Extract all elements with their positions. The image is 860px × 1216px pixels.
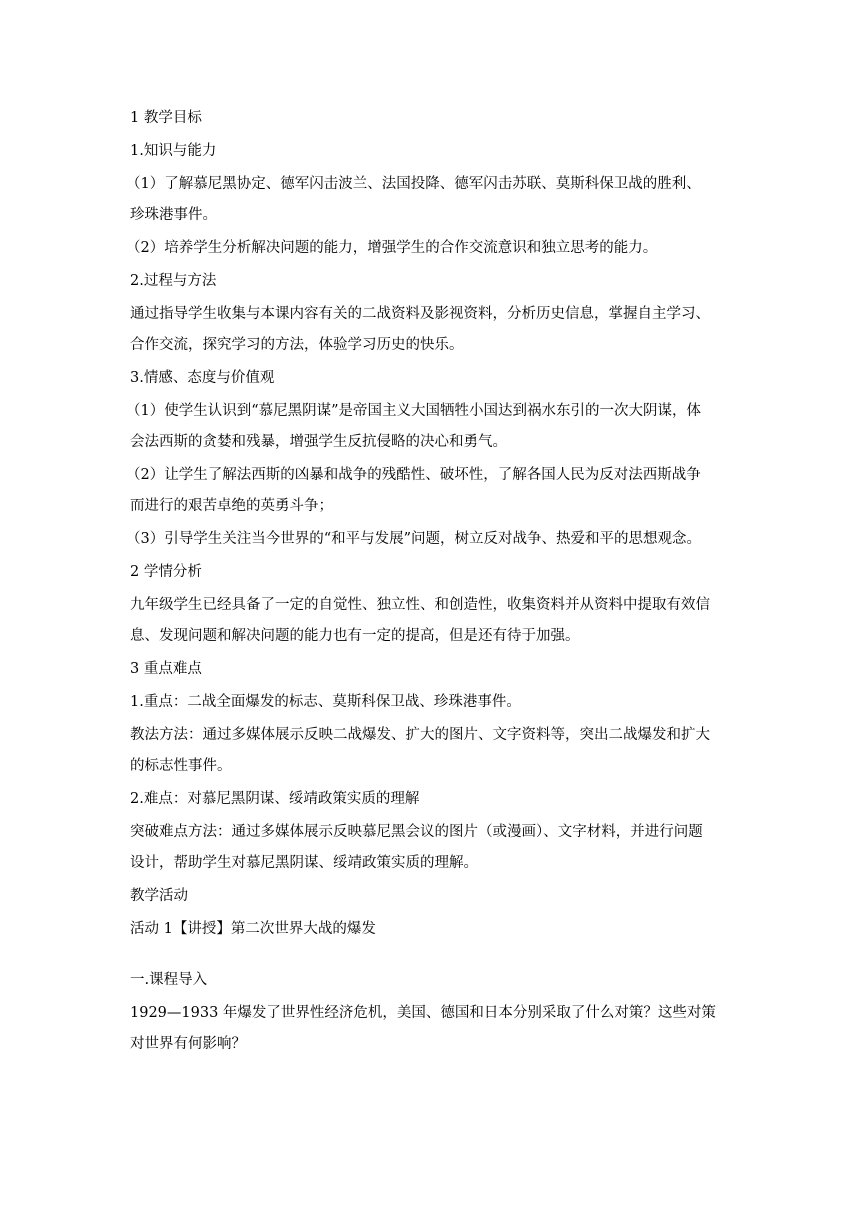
paragraph-line: 合作交流，探究学习的方法，体验学习历史的快乐。 [130,337,464,353]
paragraph-line: 通过指导学生收集与本课内容有关的二战资料及影视资料，分析历史信息，掌握自主学习、 [130,306,710,322]
paragraph-line: （2）培养学生分析解决问题的能力，增强学生的合作交流意识和独立思考的能力。 [126,240,658,256]
paragraph-line: 九年级学生已经具备了一定的自觉性、独立性、和创造性，收集资料并从资料中提取有效信 [130,597,710,613]
paragraph-line: 对世界有何影响？ [130,1036,246,1052]
paragraph-line: 息、发现问题和解决问题的能力也有一定的提高，但是还有待于加强。 [130,628,580,644]
paragraph-line: 1.重点：二战全面爆发的标志、莫斯科保卫战、珍珠港事件。 [130,694,521,710]
heading-student-analysis: 2 学情分析 [130,564,202,580]
paragraph-line: 设计，帮助学生对慕尼黑阴谋、绥靖政策实质的理解。 [130,855,478,871]
heading-course-intro: 一.课程导入 [130,972,208,988]
heading-activity-1: 活动 1【讲授】第二次世界大战的爆发 [130,921,376,937]
paragraph-line: 的标志性事件。 [130,758,232,774]
heading-key-difficult-points: 3 重点难点 [130,661,202,677]
paragraph-line: 会法西斯的贪婪和残暴，增强学生反抗侵略的决心和勇气。 [130,434,507,450]
heading-teaching-activities: 教学活动 [130,888,188,904]
paragraph-line: 1929—1933 年爆发了世界性经济危机，美国、德国和日本分别采取了什么对策？这些对策 [130,1005,716,1021]
paragraph-line: 珍珠港事件。 [130,207,217,223]
paragraph-line: （3）引导学生关注当今世界的“和平与发展”问题，树立反对战争、热爱和平的思想观念。 [126,531,702,547]
paragraph-line: （1）了解慕尼黑协定、德军闪击波兰、法国投降、德军闪击苏联、莫斯科保卫战的胜利、 [126,176,701,192]
subheading-emotion-values: 3.情感、态度与价值观 [130,370,275,386]
paragraph-line: 教法方法：通过多媒体展示反映二战爆发、扩大的图片、文字资料等，突出二战爆发和扩大 [130,727,710,743]
paragraph-line: 而进行的艰苦卓绝的英勇斗争； [130,498,333,514]
subheading-process-method: 2.过程与方法 [130,273,217,289]
subheading-knowledge-ability: 1.知识与能力 [130,143,217,159]
paragraph-line: （2）让学生了解法西斯的凶暴和战争的残酷性、破坏性，了解各国人民为反对法西斯战争 [126,467,701,483]
document-page [126,109,735,1054]
paragraph-line: （1）使学生认识到“慕尼黑阴谋”是帝国主义大国牺牲小国达到祸水东引的一次大阴谋，体 [126,403,702,419]
heading-teaching-goals: 1 教学目标 [130,110,202,126]
paragraph-line: 2.难点：对慕尼黑阴谋、绥靖政策实质的理解 [130,791,420,807]
paragraph-line: 突破难点方法：通过多媒体展示反映慕尼黑会议的图片（或漫画）、文字材料，并进行问题 [130,824,703,840]
